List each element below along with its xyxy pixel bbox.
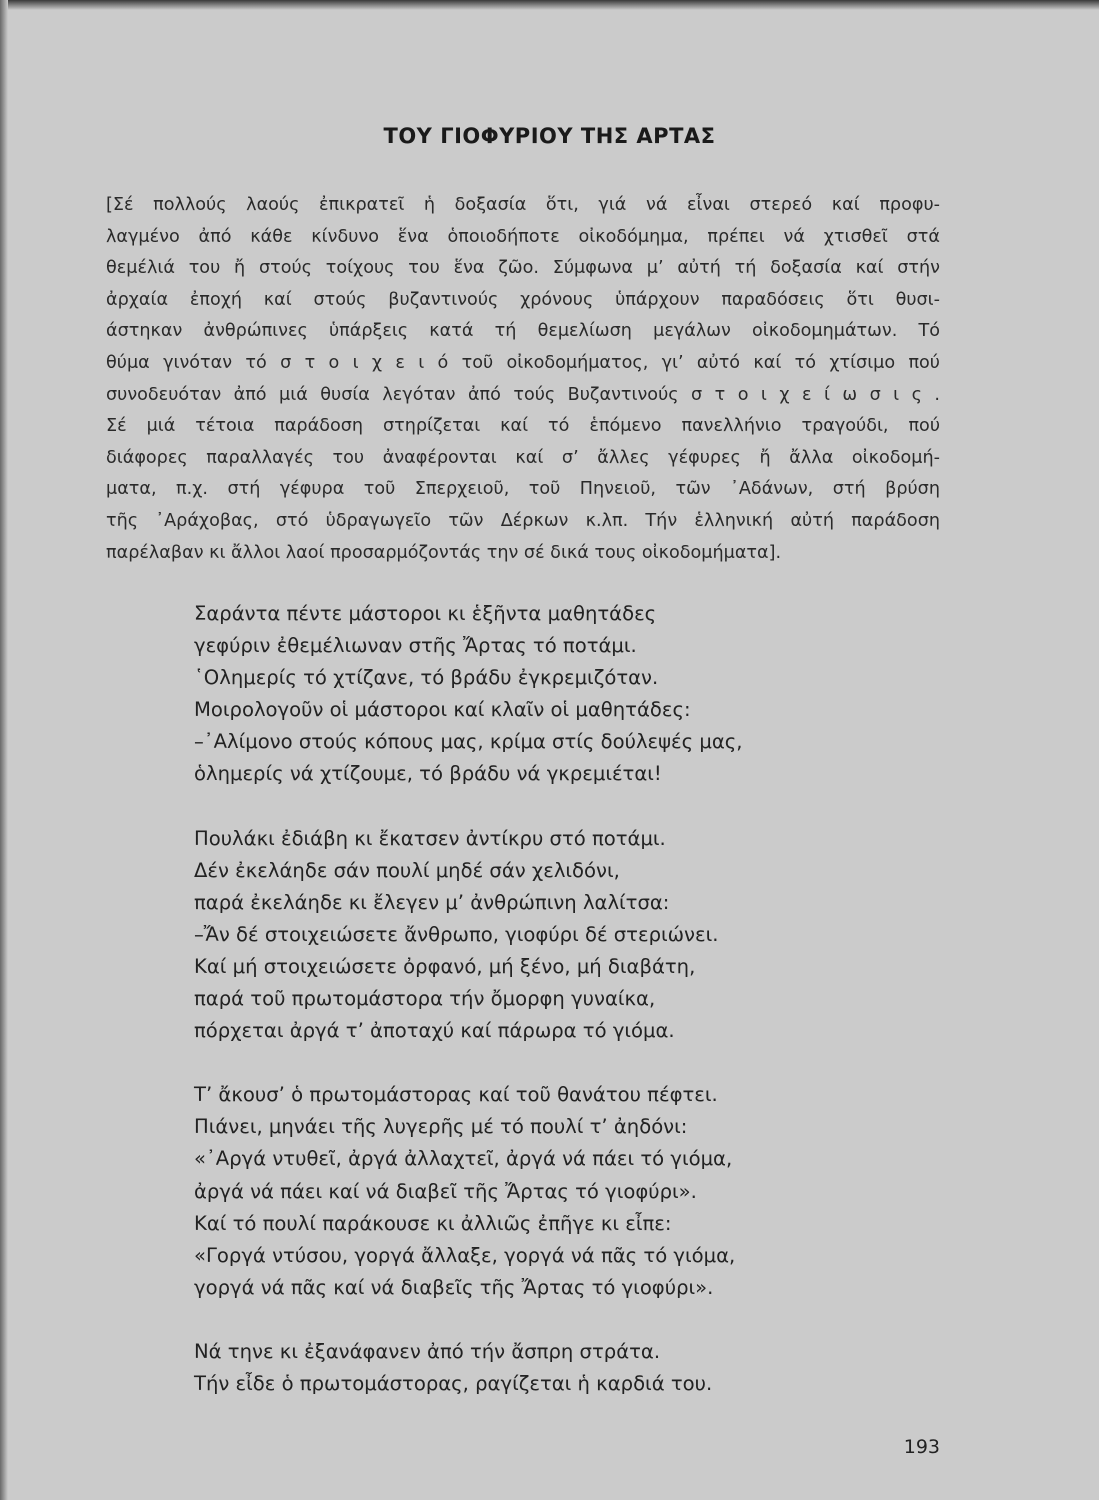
intro-paragraph [106, 190, 940, 569]
intro-line: [Σέ πολλούς λαούς ἐπικρατεῖ ἡ δοξασία ὅτι, γιά νά εἶναι στερεό καί προφυ- [106, 195, 940, 215]
poem-verse: ὁλημερίς νά χτίζουμε, τό βράδυ νά γκρεμιέται! [194, 762, 662, 786]
poem [194, 598, 894, 1432]
intro-line: παρέλαβαν κι ἄλλοι λαοί προσαρμόζοντάς την σέ δικά τους οἰκοδομήματα]. [106, 542, 782, 563]
poem-verse: Τήν εἶδε ὁ πρωτομάστορας, ραγίζεται ἡ καρδιά του. [194, 1371, 713, 1395]
poem-verse: παρά ἐκελάηδε κι ἔλεγεν μ’ ἀνθρώπινη λαλίτσα: [194, 890, 670, 914]
poem-verse: παρά τοῦ πρωτομάστορα τήν ὄμορφη γυναίκα, [194, 987, 656, 1011]
poem-verse: Πιάνει, μηνάει τῆς λυγερῆς μέ τό πουλί τ’ ἀηδόνι: [194, 1115, 688, 1139]
intro-line: ἀρχαία ἐποχή καί στούς βυζαντινούς χρόνους ὑπάρχουν παραδόσεις ὅτι θυσι- [106, 289, 940, 310]
poem-verse: Πουλάκι ἐδιάβη κι ἔκατσεν ἀντίκρυ στό ποτάμι. [194, 826, 666, 850]
intro-line: διάφορες παραλλαγές του ἀναφέρονται καί σ’ ἄλλες γέφυρες ἤ ἄλλα οἰκοδομή- [106, 447, 940, 468]
intro-line: τῆς ᾿Αράχοβας, στό ὑδραγωγεῖο τῶν Δέρκων κ.λπ. Τήν ἑλληνική αὐτή παράδοση [106, 510, 940, 531]
poem-verse: Σαράντα πέντε μάστοροι κι ἑξῆντα μαθητάδες [194, 602, 657, 625]
poem-stanza [194, 823, 894, 1048]
poem-verse: «᾿Αργά ντυθεῖ, ἀργά ἀλλαχτεῖ, ἀργά νά πάει τό γιόμα, [194, 1147, 733, 1171]
intro-line: ματα, π.χ. στή γέφυρα τοῦ Σπερχειοῦ, τοῦ Πηνειοῦ, τῶν ᾿Αδάνων, στή βρύση [106, 479, 940, 500]
intro-line: θεμέλιά του ἤ στούς τοίχους του ἕνα ζῶο. Σύμφωνα μ’ αὐτή τή δοξασία καί στήν [106, 258, 940, 279]
poem-verse: Καί μή στοιχειώσετε ὀρφανό, μή ξένο, μή διαβάτη, [194, 954, 696, 978]
poem-verse: –Ἄν δέ στοιχειώσετε ἄνθρωπο, γιοφύρι δέ στεριώνει. [194, 922, 719, 946]
intro-line: θύμα γινόταν τό σ τ ο ι χ ε ι ό τοῦ οἰκοδομήματος, γι’ αὐτό καί τό χτίσιμο πού [106, 352, 940, 373]
page-left-shadow [0, 0, 8, 1500]
poem-verse: ἀργά νά πάει καί νά διαβεῖ τῆς Ἄρτας τό γιοφύρι». [194, 1179, 697, 1203]
poem-stanza [194, 598, 894, 791]
page-top-shadow [0, 0, 1099, 10]
poem-verse: Τ’ ἄκουσ’ ὁ πρωτομάστορας καί τοῦ θανάτου πέφτει. [194, 1083, 718, 1107]
poem-stanza [194, 1336, 894, 1400]
page-title: ΤΟΥ ΓΙΟΦΥΡΙΟΥ ΤΗΣ ΑΡΤΑΣ [383, 124, 716, 148]
poem-stanza [194, 1079, 894, 1304]
poem-verse: Δέν ἐκελάηδε σάν πουλί μηδέ σάν χελιδόνι, [194, 858, 620, 882]
poem-verse: Μοιρολογοῦν οἱ μάστοροι καί κλαῖν οἱ μαθητάδες: [194, 698, 691, 722]
intro-line: άστηκαν ἀνθρώπινες ὑπάρξεις κατά τή θεμελίωση μεγάλων οἰκοδομημάτων. Τό [106, 321, 940, 342]
poem-verse: Καί τό πουλί παράκουσε κι ἀλλιῶς ἐπῆγε κι εἶπε: [194, 1211, 672, 1235]
poem-verse: πόρχεται ἀργά τ’ ἀποταχύ καί πάρωρα τό γιόμα. [194, 1019, 675, 1043]
poem-verse: –᾿Αλίμονο στούς κόπους μας, κρίμα στίς δούλεψές μας, [194, 730, 743, 754]
poem-verse: ῾Ολημερίς τό χτίζανε, τό βράδυ ἐγκρεμιζόταν. [194, 666, 659, 690]
intro-line: Σέ μιά τέτοια παράδοση στηρίζεται καί τό ἑπόμενο πανελλήνιο τραγούδι, πού [106, 416, 940, 437]
page-number: 193 [903, 1436, 940, 1458]
intro-line: λαγμένο ἀπό κάθε κίνδυνο ἕνα ὁποιοδήποτε οἰκοδόμημα, πρέπει νά χτισθεῖ στά [106, 226, 940, 247]
poem-verse: γεφύριν ἐθεμέλιωναν στῆς Ἄρτας τό ποτάμι. [194, 634, 637, 658]
poem-verse: Νά τηνε κι ἐξανάφανεν ἀπό τήν ἄσπρη στράτα. [194, 1339, 661, 1363]
poem-verse: «Γοργά ντύσου, γοργά ἄλλαξε, γοργά νά πᾶς τό γιόμα, [194, 1243, 736, 1267]
poem-verse: γοργά νά πᾶς καί νά διαβεῖς τῆς Ἄρτας τό γιοφύρι». [194, 1275, 714, 1299]
intro-line: συνοδευόταν ἀπό μιά θυσία λεγόταν ἀπό τούς Βυζαντινούς σ τ ο ι χ ε ί ω σ ι ς . [106, 384, 940, 405]
